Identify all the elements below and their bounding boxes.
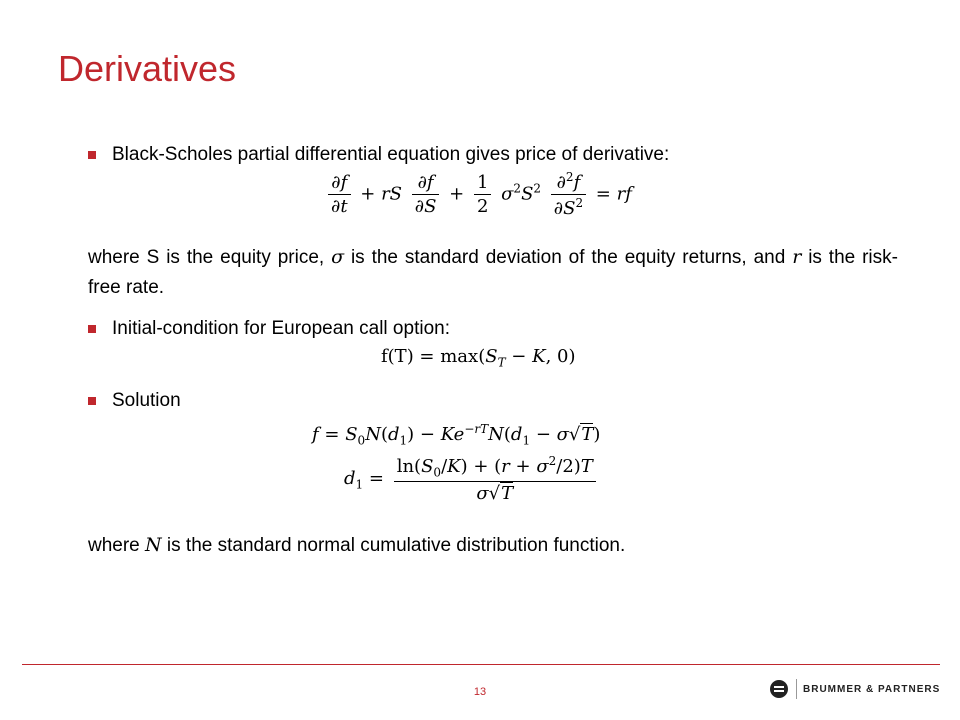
bullet-solution	[88, 388, 181, 414]
bullet-pde-intro	[88, 142, 669, 168]
d1-equation: $d_1$ = $\frac{\ln(S_0/K) + (r + \sigma^2/2)T}{\sigma√T}$	[344, 454, 600, 504]
footer-divider	[22, 664, 940, 665]
page-number: 13	[473, 686, 487, 698]
payoff-equation: $f(T) = \max(S_T - K$, 0)	[381, 346, 576, 370]
black-scholes-equation: $\frac{\partial f}{\partial t}$ + rS $\frac{\partial f}{\partial S}$ + $\frac{1}{2}$ $\sigma^2S^2$ $\frac{\partial^2f}{\partial S^2}$ = rf	[324, 170, 632, 219]
normal-cdf-explanation: where N is the standard normal cumulative distribution function.	[88, 534, 626, 556]
slide-title: Derivatives	[58, 48, 237, 89]
logo-divider	[796, 679, 797, 699]
bullet-marker	[88, 325, 96, 333]
bullet-text: Initial-condition for European call option:	[112, 318, 450, 339]
bullet-text: Black-Scholes partial differential equation gives price of derivative:	[112, 144, 670, 165]
brand-logo	[768, 678, 940, 700]
bullet-marker	[88, 397, 96, 405]
brand-name: BRUMMER & PARTNERS	[803, 683, 941, 695]
bullet-marker	[88, 151, 96, 159]
brand-mark-icon	[768, 678, 790, 700]
pde-explanation: where S is the equity price, σ is the standard deviation of the equity returns, and r is the risk-free rate.	[88, 246, 898, 298]
bullet-initial-condition	[88, 316, 450, 342]
solution-equation: $f = S_0N(d_1) - Ke^{-rT}N(d_1 - \sigma√T)$	[312, 422, 601, 448]
bullet-text: Solution	[112, 390, 181, 411]
